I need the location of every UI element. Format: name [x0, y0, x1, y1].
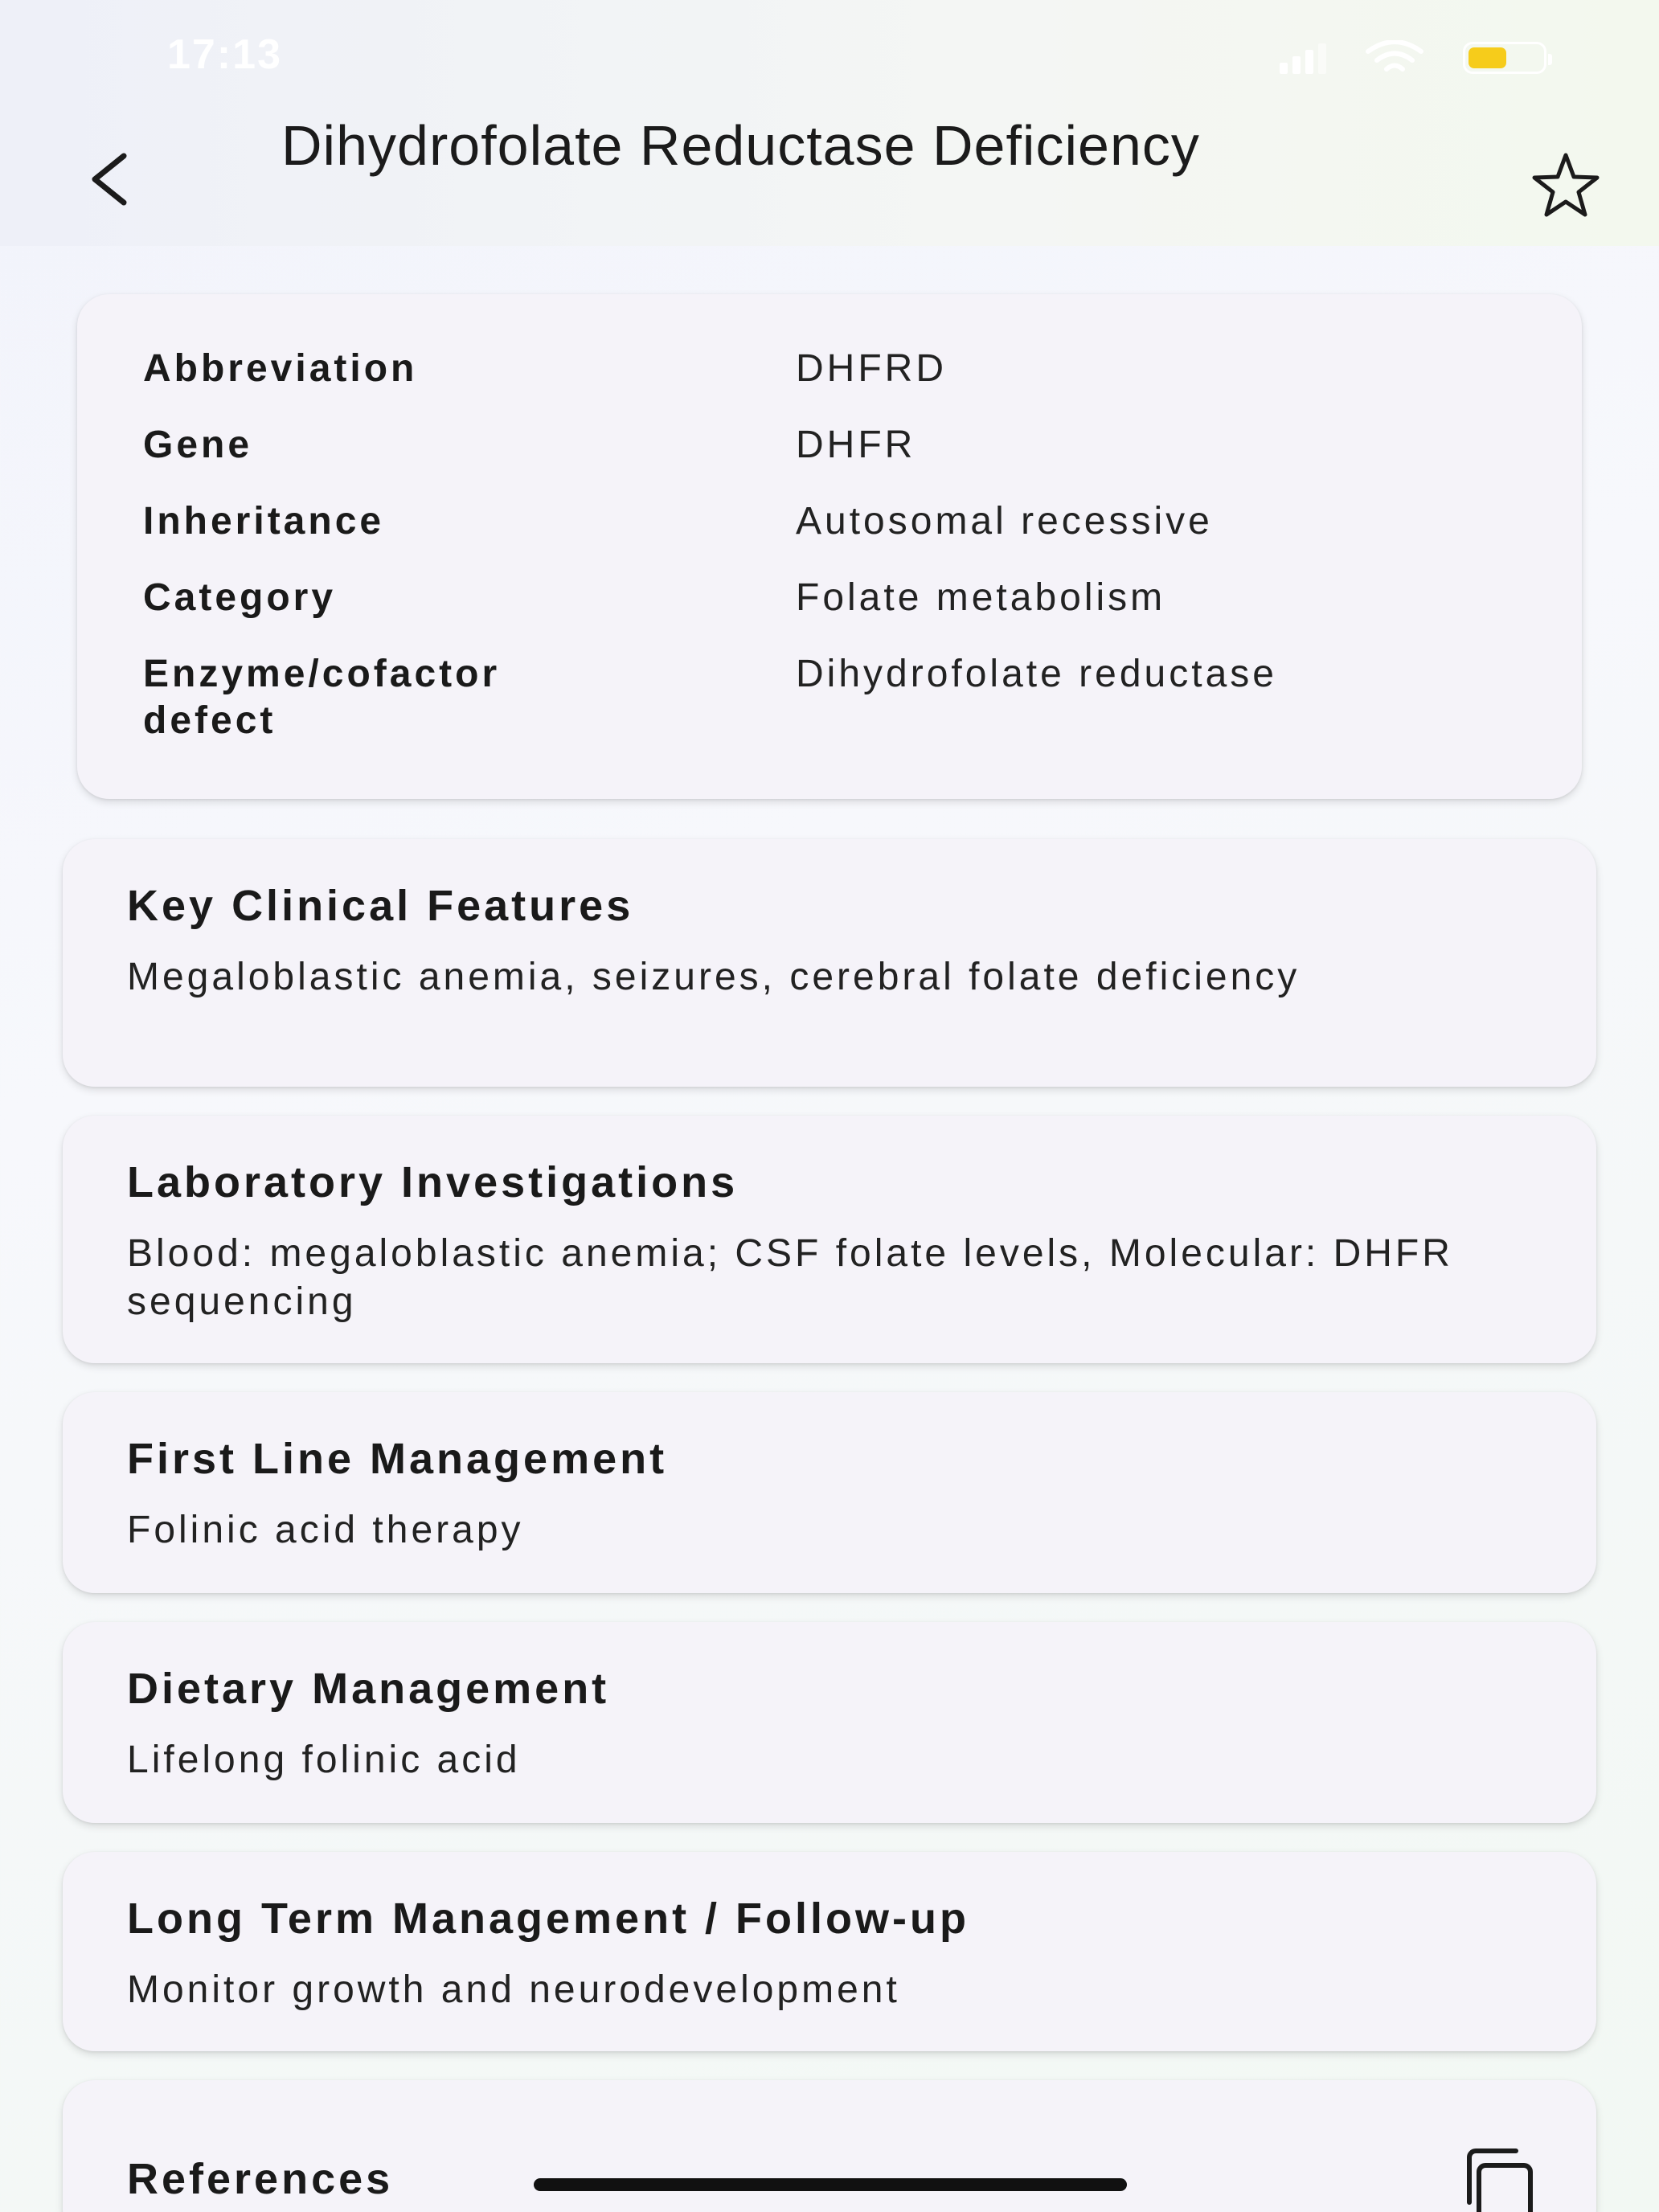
info-row-gene [143, 422, 1558, 469]
section-body: Megaloblastic anemia, seizures, cerebral folate deficiency [127, 956, 1301, 998]
section-key-clinical-features[interactable] [63, 839, 1596, 1087]
info-value: Autosomal recessive [796, 500, 1213, 543]
home-indicator[interactable] [534, 2178, 1127, 2191]
section-body: Folinic acid therapy [127, 1509, 524, 1551]
section-body: Blood: megaloblastic anemia; CSF folate levels, Molecular: DHFR sequencing [127, 1232, 1453, 1323]
back-button[interactable] [77, 143, 141, 215]
section-title: Key Clinical Features [127, 882, 634, 930]
info-row-abbreviation [143, 346, 1558, 392]
info-value: DHFRD [796, 347, 947, 390]
info-value: Dihydrofolate reductase [796, 653, 1277, 695]
section-title: Laboratory Investigations [127, 1158, 739, 1206]
section-long-term-management[interactable] [63, 1852, 1596, 2051]
section-laboratory-investigations[interactable] [63, 1116, 1596, 1363]
status-time: 17:13 [167, 31, 282, 78]
status-icons [1280, 40, 1546, 76]
info-label: Category [143, 576, 337, 619]
info-label: Abbreviation [143, 347, 418, 390]
section-first-line-management[interactable] [63, 1392, 1596, 1593]
info-row-enzyme-defect [143, 651, 1558, 744]
info-value: Folate metabolism [796, 576, 1166, 619]
disease-info-card [77, 294, 1582, 799]
section-body: Lifelong folinic acid [127, 1739, 521, 1781]
info-value: DHFR [796, 424, 916, 466]
section-title: Long Term Management / Follow-up [127, 1895, 969, 1943]
battery-icon [1463, 42, 1546, 74]
section-references[interactable] [63, 2080, 1596, 2212]
chevron-left-icon [85, 151, 133, 207]
info-label: Enzyme/cofactor defect [143, 653, 501, 742]
copy-button[interactable] [1461, 2144, 1542, 2212]
favorite-button[interactable] [1527, 146, 1604, 223]
copy-icon [1463, 2146, 1540, 2212]
section-title: References [127, 2155, 394, 2203]
info-row-category [143, 575, 1558, 621]
page-title: Dihydrofolate Reductase Deficiency [281, 114, 1200, 177]
info-label: Gene [143, 424, 253, 466]
section-dietary-management[interactable] [63, 1622, 1596, 1823]
cellular-signal-icon [1280, 42, 1326, 74]
info-row-inheritance [143, 498, 1558, 545]
section-title: First Line Management [127, 1435, 668, 1483]
info-label: Inheritance [143, 500, 385, 543]
app-header [0, 0, 1659, 246]
section-title: Dietary Management [127, 1665, 610, 1713]
section-body: Monitor growth and neurodevelopment [127, 1968, 900, 2011]
wifi-icon [1365, 40, 1424, 76]
star-icon [1530, 149, 1602, 221]
